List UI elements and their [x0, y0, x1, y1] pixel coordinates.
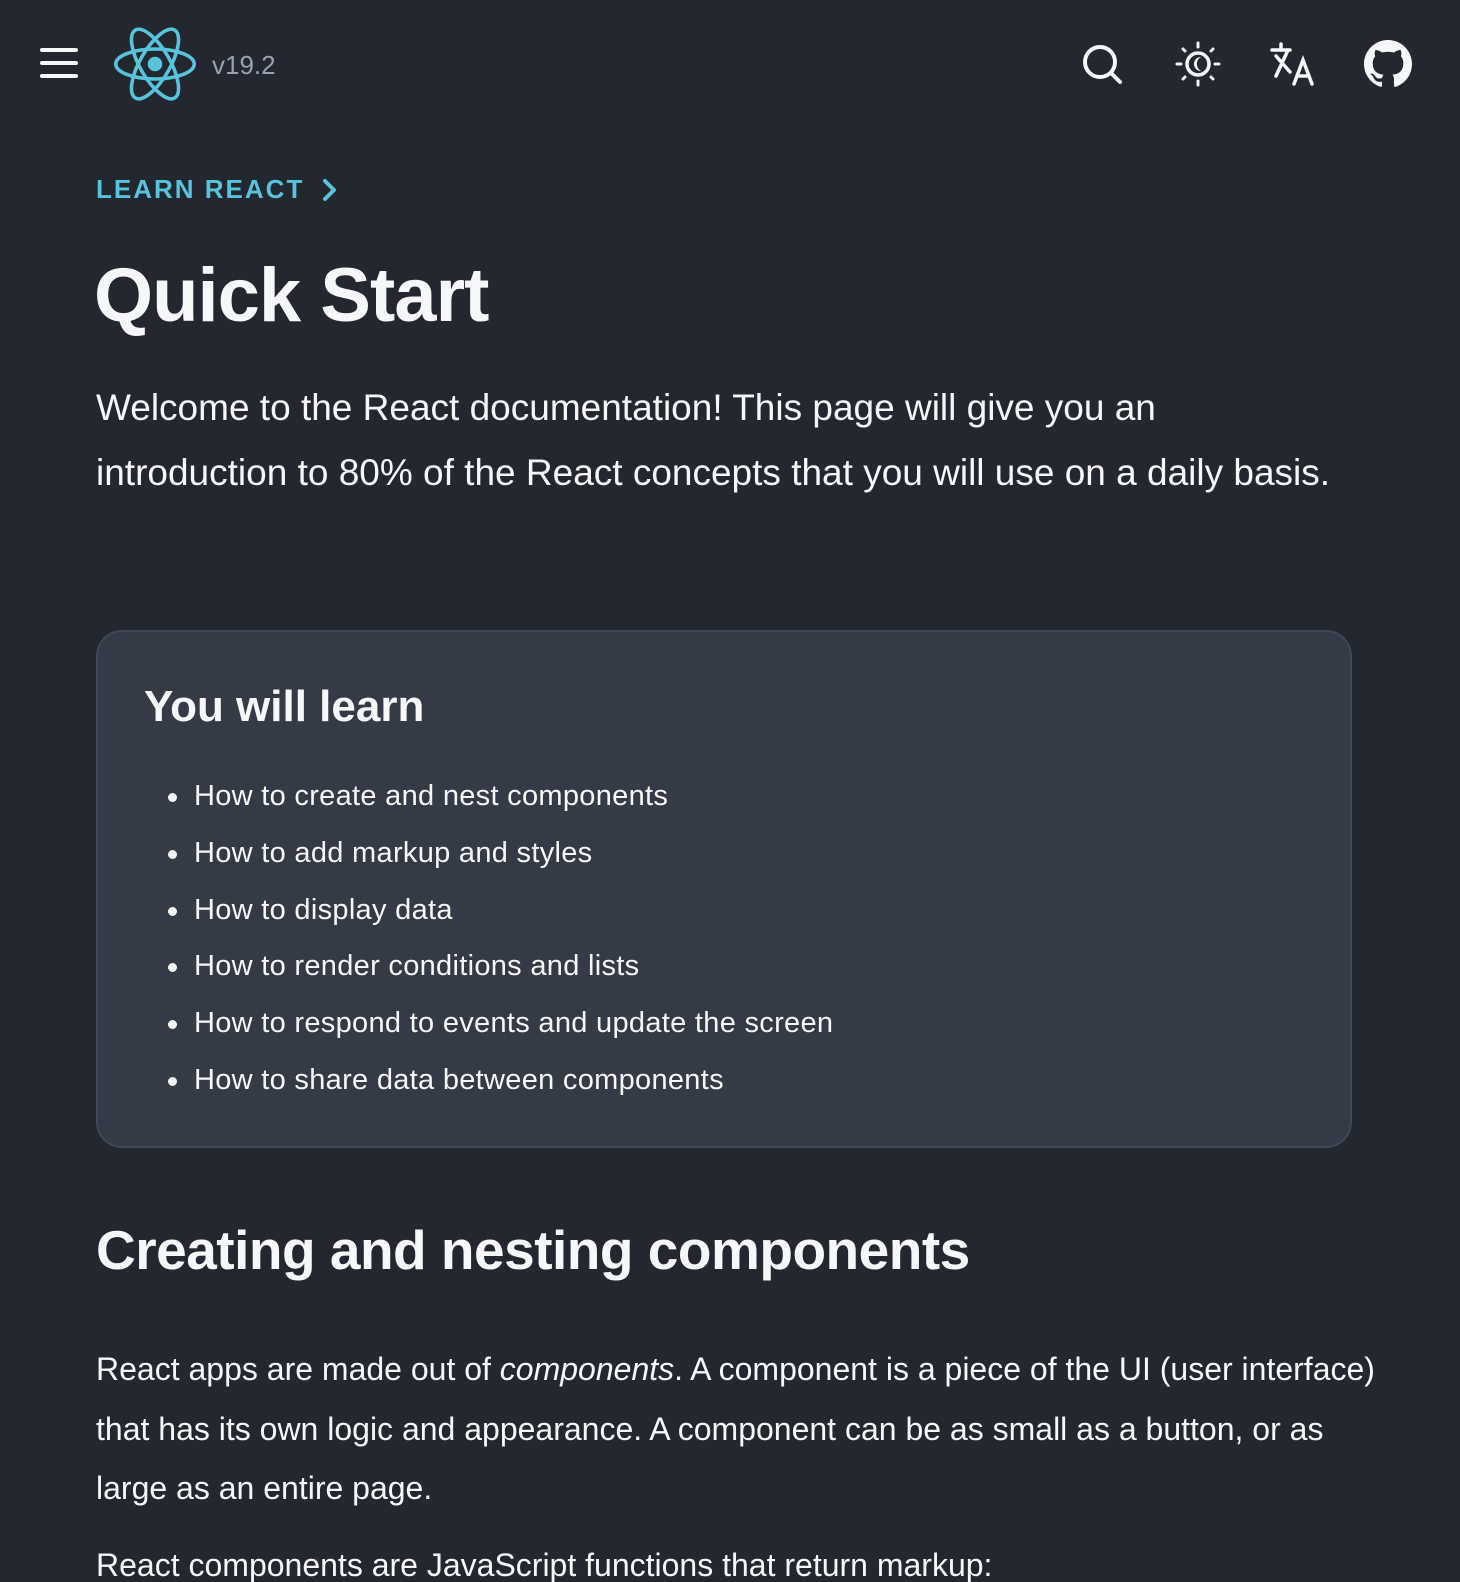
- list-item: How to render conditions and lists: [194, 938, 833, 995]
- list-item: How to display data: [194, 882, 833, 939]
- section-heading: Creating and nesting components: [96, 1219, 970, 1281]
- breadcrumb[interactable]: [96, 174, 338, 205]
- text: . A component is a piece of the UI (user interface) that has its own logic and appearance. A component can be as small as a button, or as large as an entire page.: [96, 1351, 1375, 1506]
- list-item: How to add markup and styles: [194, 825, 833, 882]
- learn-list: [194, 768, 833, 1109]
- github-icon[interactable]: [1364, 40, 1412, 88]
- list-item: How to share data between components: [194, 1052, 833, 1109]
- search-icon[interactable]: [1078, 40, 1126, 88]
- list-item: How to respond to events and update the screen: [194, 995, 833, 1052]
- section-paragraph: [96, 1340, 1376, 1519]
- version-label: v19.2: [212, 50, 276, 80]
- react-logo[interactable]: [114, 26, 196, 102]
- card-title: You will learn: [144, 682, 425, 731]
- top-nav: [0, 0, 1460, 130]
- text: React apps are made out of: [96, 1351, 500, 1387]
- section-paragraph-2: React components are JavaScript functions that return markup:: [96, 1547, 993, 1582]
- language-icon[interactable]: [1268, 40, 1316, 88]
- list-item: How to create and nest components: [194, 768, 833, 825]
- intro-paragraph: Welcome to the React documentation! This page will give you an introduction to 80% of the React concepts that you will use on a daily basis.: [96, 387, 1331, 493]
- menu-icon[interactable]: [40, 48, 78, 78]
- breadcrumb-link[interactable]: LEARN REACT: [96, 174, 305, 204]
- chevron-right-icon: [322, 178, 338, 202]
- emphasis: components: [499, 1351, 675, 1387]
- you-will-learn-card: [96, 630, 1352, 1148]
- page-title: Quick Start: [94, 253, 489, 338]
- theme-toggle-icon[interactable]: [1174, 40, 1222, 88]
